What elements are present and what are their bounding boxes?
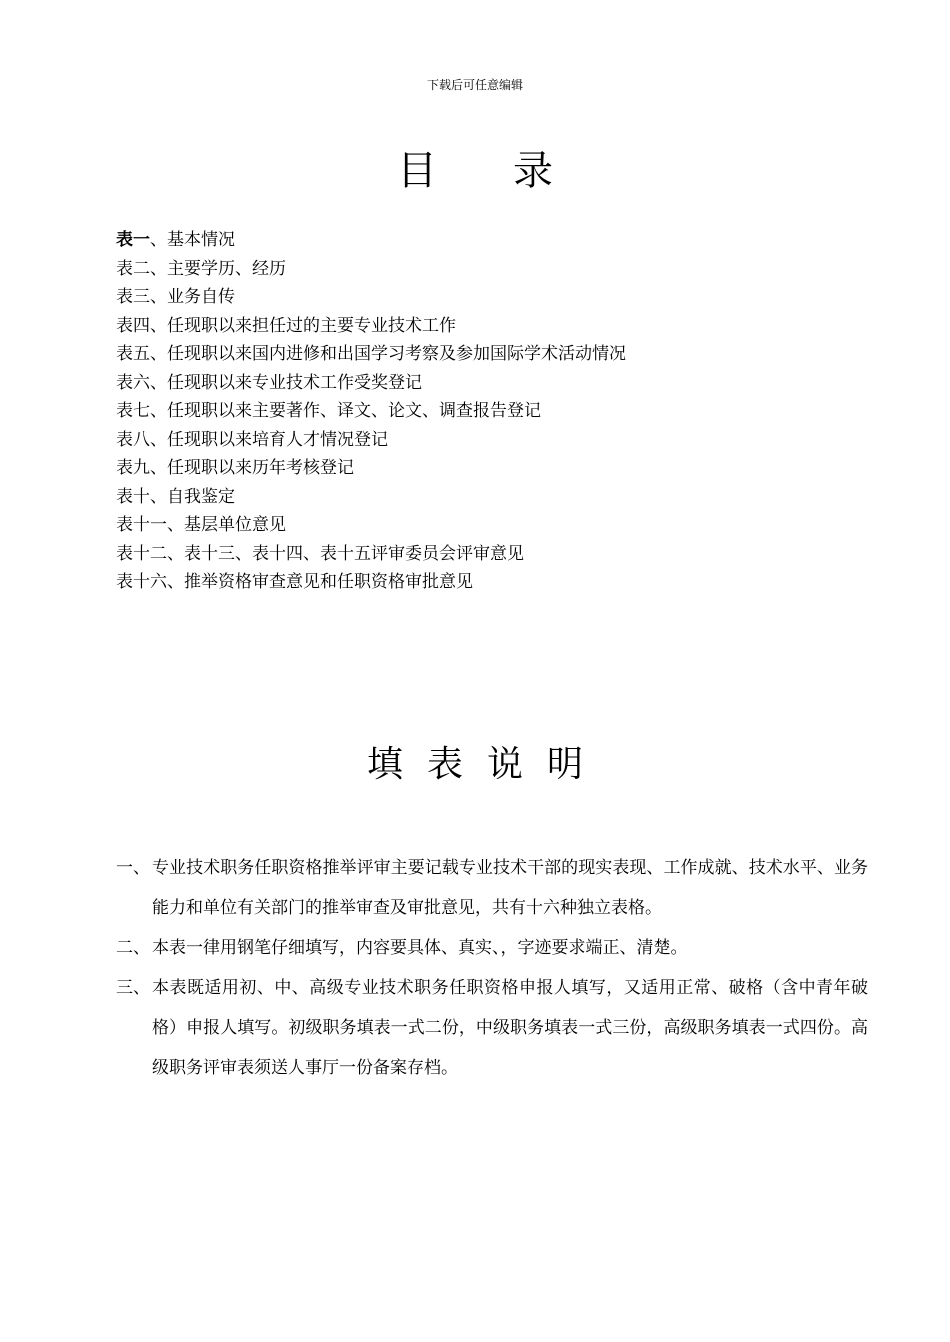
toc-item: 表三、业务自传	[116, 287, 235, 307]
toc-item: 表十二、表十三、表十四、表十五评审委员会评审意见	[116, 543, 524, 564]
toc-item: 表八、任现职以来培育人才情况登记	[116, 429, 388, 450]
toc-item: 表五、任现职以来国内进修和出国学习考察及参加国际学术活动情况	[116, 344, 626, 364]
toc-item: 表四、任现职以来担任过的主要专业技术工作	[116, 315, 456, 336]
toc-item: 表九、任现职以来历年考核登记	[116, 458, 354, 478]
instruction-item	[116, 928, 868, 968]
toc-item: 表十六、推举资格审查意见和任职资格审批意见	[116, 572, 473, 592]
instruction-text: 本表既适用初、中、高级专业技术职务任职资格申报人填写，又适用正常、破格（含中青年破格）申报人填写。初级职务填表一式二份，中级职务填表一式三份，高级职务填表一式四份。高级职务评审表须送人事厅一份备案存档。	[152, 978, 868, 1078]
instruction-number: 一、	[116, 858, 150, 878]
toc-item-prefix: 表一	[116, 230, 150, 250]
instruction-number: 二、	[116, 938, 150, 958]
instruction-number: 三、	[116, 978, 150, 998]
toc-item: 表十一、基层单位意见	[116, 515, 286, 535]
instructions-title: 填表说明	[366, 744, 607, 785]
instruction-text: 本表一律用钢笔仔细填写，内容要具体、真实、，字迹要求端正、清楚。	[152, 938, 688, 958]
toc-item: 表十、自我鉴定	[116, 486, 235, 507]
toc-item	[116, 226, 896, 255]
toc-item: 表七、任现职以来主要著作、译文、论文、调查报告登记	[116, 401, 541, 421]
toc-title	[0, 147, 950, 195]
instruction-item	[116, 968, 868, 1088]
toc-title-char-1: 目	[397, 148, 437, 194]
toc-title-char-2: 录	[513, 148, 553, 194]
toc-list	[116, 226, 896, 597]
instruction-item	[116, 848, 868, 928]
toc-item: 表六、任现职以来专业技术工作受奖登记	[116, 372, 422, 393]
page-header-note: 下载后可任意编辑	[426, 78, 523, 92]
toc-item-text: 、基本情况	[150, 230, 235, 250]
toc-item: 表二、主要学历、经历	[116, 258, 286, 279]
instructions-list	[116, 848, 868, 1088]
instruction-text: 专业技术职务任职资格推举评审主要记载专业技术干部的现实表现、工作成就、技术水平、业务能力和单位有关部门的推举审查及审批意见，共有十六种独立表格。	[152, 858, 868, 918]
